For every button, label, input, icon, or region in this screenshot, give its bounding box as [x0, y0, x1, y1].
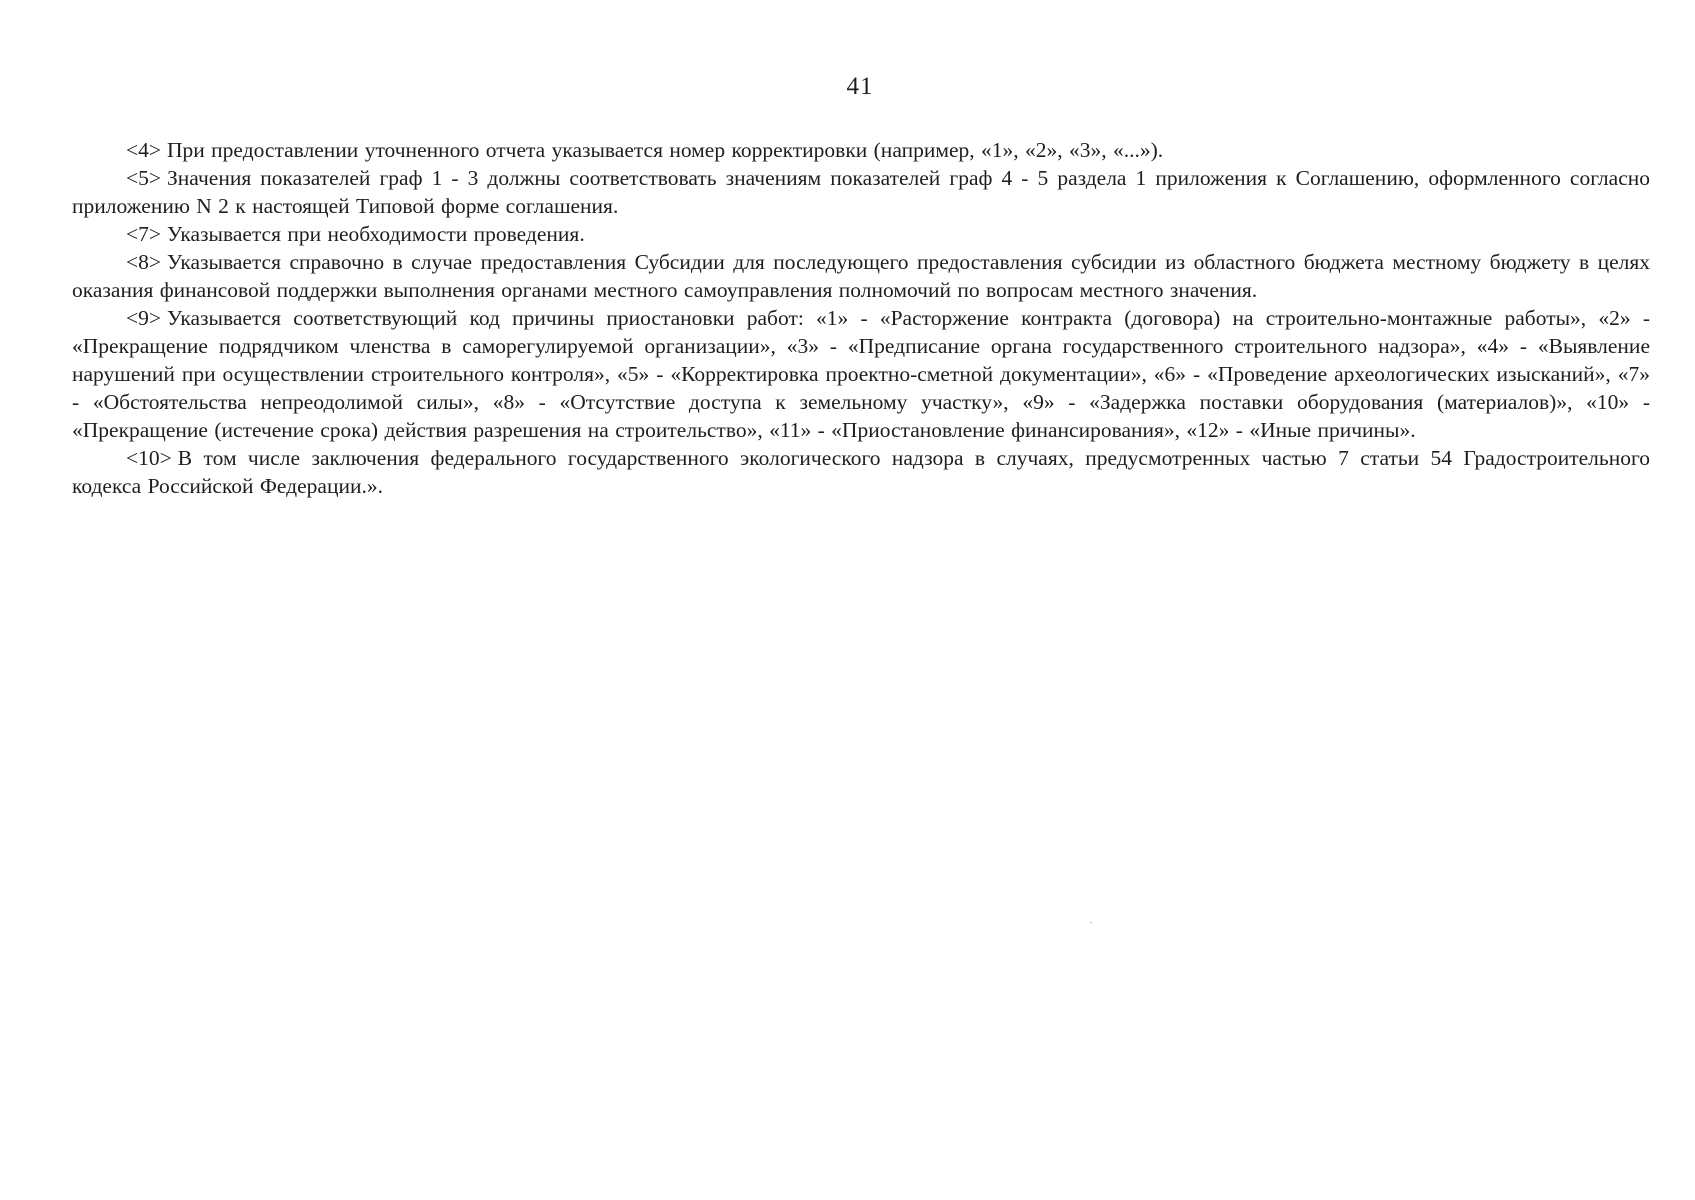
footnote-text: В том числе заключения федерального государственного экологического надзора в случаях, предусмотренных частью 7 статьи 54 Градостроительного кодекса Российской Федерации.».: [72, 446, 1650, 498]
page-number: 41: [846, 73, 874, 100]
footnote-5: [72, 164, 1650, 220]
footnote-marker: <4>: [126, 138, 162, 162]
footnote-8: [72, 248, 1650, 304]
footnote-text: Указывается соответствующий код причины приостановки работ: «1» - «Расторжение контракта (договора) на строительно-монтажные работы», «2» - «Прекращение подрядчиком членства в саморегулируемой организации», «3» - «Предписание органа государственного строительного надзора», «4» - «Выявление нарушений при осуществлении строительного контроля», «5» - «Корректировка проектно-сметной документации», «6» - «Проведение археологических изысканий», «7» - «Обстоятельства непреодолимой силы», «8» - «Отсутствие доступа к земельному участку», «9» - «Задержка поставки оборудования (материалов)», «10» - «Прекращение (истечение срока) действия разрешения на строительство», «11» - «Приостановление финансирования», «12» - «Иные причины».: [72, 306, 1650, 442]
footnote-9: [72, 304, 1650, 444]
footnote-10: [72, 444, 1650, 500]
footnote-4: [72, 136, 1650, 164]
footnote-marker: <10>: [126, 446, 172, 470]
footnote-7: [72, 220, 1650, 248]
footnote-text: Указывается при необходимости проведения.: [167, 222, 585, 246]
footnote-marker: <8>: [126, 250, 162, 274]
footnote-marker: <5>: [126, 166, 162, 190]
footnote-marker: <9>: [126, 306, 162, 330]
footnote-text: Значения показателей граф 1 - 3 должны соответствовать значениям показателей граф 4 - 5 раздела 1 приложения к Соглашению, оформленного согласно приложению N 2 к настоящей Типовой форме соглашения.: [72, 166, 1650, 218]
footnotes-list: [72, 136, 1650, 500]
footnote-text: Указывается справочно в случае предоставления Субсидии для последующего предоставления субсидии из областного бюджета местному бюджету в целях оказания финансовой поддержки выполнения органами местного самоуправления полномочий по вопросам местного значения.: [72, 250, 1650, 302]
footnote-text: При предоставлении уточненного отчета указывается номер корректировки (например, «1», «2», «3», «...»).: [167, 138, 1164, 162]
footnote-marker: <7>: [126, 222, 162, 246]
scan-artifact: [1090, 922, 1092, 923]
